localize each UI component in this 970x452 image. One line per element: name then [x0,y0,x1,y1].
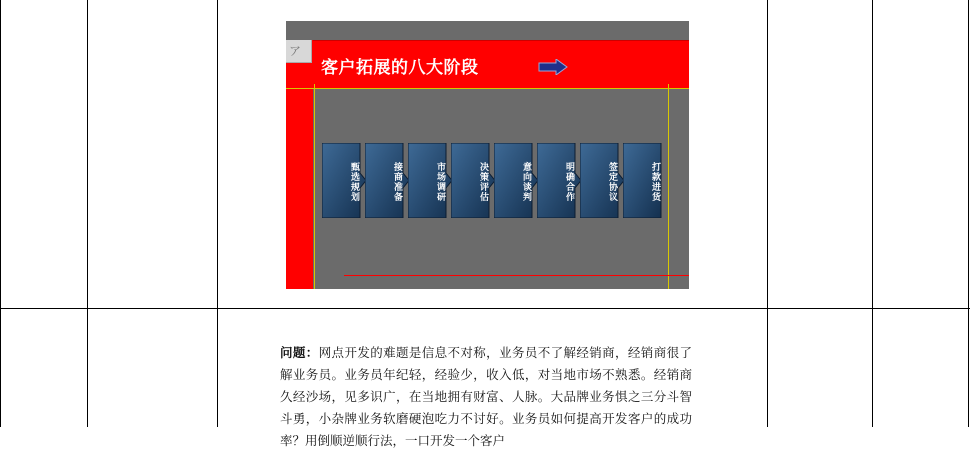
slide-top-strip [286,21,689,40]
problem-text: 网点开发的难题是信息不对称，业务员不了解经销商，经销商很了解业务员。业务员年纪轻，经验少，收入低，对当地市场不熟悉。经销商久经沙场，见多识广，在当地拥有财富、人脉。大品牌业务惧之三分斗智斗勇，小杂牌业务软磨硬泡吃力不讨好。业务员如何提高开发客户的成功率？用倒顺逆顺行法，一口开发一个客户 [280,345,692,448]
stage-chevron [322,143,368,218]
slide-left-bar [286,62,313,289]
stage-chevron [537,143,583,218]
table-row-divider [0,308,970,309]
table-column-divider [872,0,873,427]
slide-guide-line [286,88,689,89]
stage-chevron [408,143,454,218]
embedded-slide [286,21,689,289]
problem-label: 问题 [280,345,306,360]
table-column-divider [217,0,218,427]
right-arrow-icon [538,59,568,75]
slide-guide-line [314,84,315,289]
table-border-right [968,0,969,427]
stage-label: 甄选规划 [349,162,359,202]
stage-chevron [494,143,540,218]
stage-chevron [365,143,411,218]
problem-colon: ： [305,345,319,360]
problem-paragraph [280,342,692,452]
table-column-divider [87,0,88,427]
stage-label: 接商准备 [392,162,402,202]
stage-label: 签定协议 [607,162,617,202]
stage-label: 明确合作 [564,162,574,202]
slide-corner-icon: ア [286,40,312,63]
table-column-divider [767,0,768,427]
table-border-left [0,0,1,427]
stage-chevron [623,143,669,218]
stage-label: 市场调研 [435,162,445,202]
slide-guide-line [344,275,689,276]
slide-guide-line [313,40,689,41]
slide-title: 客户拓展的八大阶段 [321,58,479,78]
stage-chevron [580,143,626,218]
stage-label: 决策评估 [478,162,488,202]
stage-label: 打款进货 [650,162,660,202]
stage-label: 意向谈判 [521,162,531,202]
stage-chevron [451,143,497,218]
